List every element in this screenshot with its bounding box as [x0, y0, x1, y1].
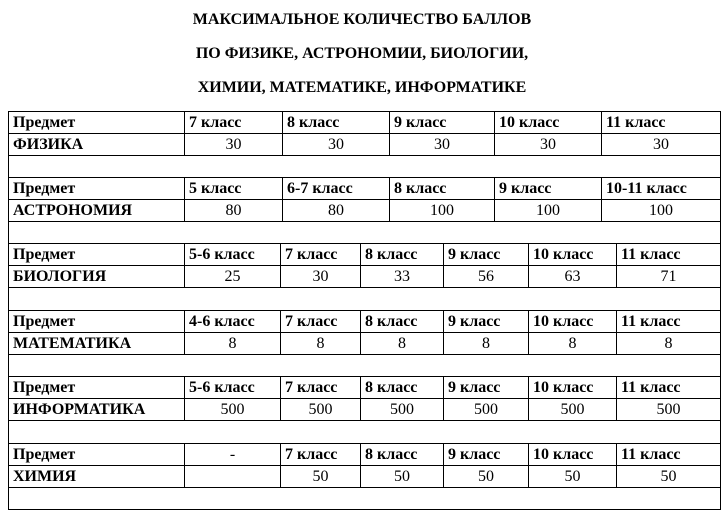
header-label-cell: Предмет [13, 246, 76, 263]
score-value-cell: 25 [224, 268, 241, 285]
score-value-cell: 50 [478, 468, 494, 485]
score-value-cell [185, 466, 280, 488]
score-value-cell: 71 [660, 268, 677, 285]
class-header-cell: 9 класс [394, 114, 447, 131]
score-value-cell: 50 [312, 468, 329, 485]
class-header-cell: 10 класс [533, 246, 594, 263]
score-value-cell: 100 [430, 202, 454, 219]
class-header-cell: - [229, 446, 236, 463]
class-header-cell: 9 класс [499, 180, 552, 197]
score-value-cell: 80 [328, 202, 344, 219]
header-label-cell: Предмет [13, 180, 76, 197]
score-value-cell: 500 [560, 401, 585, 418]
score-value-cell: 8 [568, 335, 577, 352]
score-value-cell: 8 [316, 335, 325, 352]
grid-line-v [720, 177, 721, 222]
class-header-cell: 7 класс [285, 246, 338, 263]
score-value-cell: 30 [653, 136, 669, 153]
page-title-line-3: ХИМИИ, МАТЕМАТИКЕ, ИНФОРМАТИКЕ [197, 79, 527, 96]
grid-line-v [8, 221, 9, 244]
header-label-cell: Предмет [13, 446, 76, 463]
score-value-cell: 63 [564, 268, 581, 285]
score-value-cell: 30 [540, 136, 556, 153]
class-header-cell: 8 класс [365, 446, 418, 463]
score-value-cell: 50 [394, 468, 410, 485]
score-value-cell: 33 [394, 268, 410, 285]
subject-name-cell: БИОЛОГИЯ [13, 268, 107, 285]
header-label-cell: Предмет [13, 379, 76, 396]
class-header-cell: 11 класс [621, 313, 681, 330]
page-title-line-1: МАКСИМАЛЬНОЕ КОЛИЧЕСТВО БАЛЛОВ [192, 11, 532, 28]
subject-name-cell: АСТРОНОМИЯ [13, 202, 133, 219]
score-value-cell: 100 [536, 202, 560, 219]
grid-line-v [8, 155, 9, 178]
class-header-cell: 9 класс [448, 313, 501, 330]
grid-line-v [720, 354, 721, 377]
class-header-cell: 10 класс [533, 379, 594, 396]
class-header-cell: 7 класс [189, 114, 242, 131]
subject-name-cell: МАТЕМАТИКА [13, 335, 132, 352]
class-header-cell: 9 класс [448, 379, 501, 396]
grid-line-h [8, 509, 720, 510]
class-header-cell: 10 класс [533, 313, 594, 330]
class-header-cell: 9 класс [448, 446, 501, 463]
class-header-cell: 7 класс [285, 379, 338, 396]
grid-line-v [720, 155, 721, 178]
class-header-cell: 10 класс [499, 114, 560, 131]
class-header-cell: 10 класс [533, 446, 594, 463]
score-value-cell: 30 [328, 136, 344, 153]
grid-line-v [720, 221, 721, 244]
score-value-cell: 500 [656, 401, 681, 418]
grid-line-v [720, 111, 721, 156]
score-value-cell: 50 [660, 468, 677, 485]
class-header-cell: 9 класс [448, 246, 501, 263]
grid-line-v [720, 310, 721, 355]
class-header-cell: 4-6 класс [189, 313, 255, 330]
header-label-cell: Предмет [13, 313, 76, 330]
page-title-line-2: ПО ФИЗИКЕ, АСТРОНОМИИ, БИОЛОГИИ, [195, 45, 529, 62]
score-value-cell: 50 [564, 468, 581, 485]
grid-line-v [8, 420, 9, 444]
grid-line-v [8, 487, 9, 510]
class-header-cell: 8 класс [365, 379, 418, 396]
score-value-cell: 8 [664, 335, 673, 352]
score-value-cell: 8 [482, 335, 490, 352]
class-header-cell: 7 класс [285, 313, 338, 330]
score-value-cell: 500 [474, 401, 498, 418]
class-header-cell: 6-7 класс [287, 180, 353, 197]
score-value-cell: 30 [225, 136, 242, 153]
class-header-cell: 8 класс [287, 114, 340, 131]
score-value-cell: 8 [398, 335, 406, 352]
grid-line-v [720, 443, 721, 488]
score-value-cell: 100 [649, 202, 673, 219]
class-header-cell: 11 класс [621, 246, 681, 263]
score-value-cell: 56 [478, 268, 494, 285]
subject-name-cell: ИНФОРМАТИКА [13, 401, 146, 418]
score-value-cell: 30 [434, 136, 450, 153]
grid-line-v [720, 287, 721, 311]
grid-line-v [720, 376, 721, 421]
class-header-cell: 8 класс [365, 313, 418, 330]
score-value-cell: 8 [228, 335, 237, 352]
grid-line-v [720, 243, 721, 288]
class-header-cell: 11 класс [621, 446, 681, 463]
class-header-cell: 8 класс [365, 246, 418, 263]
class-header-cell: 7 класс [285, 446, 338, 463]
class-header-cell: 11 класс [621, 379, 681, 396]
class-header-cell: 10-11 класс [606, 180, 687, 197]
score-value-cell: 30 [312, 268, 329, 285]
subject-name-cell: ФИЗИКА [13, 136, 84, 153]
grid-line-v [8, 287, 9, 311]
score-value-cell: 80 [225, 202, 242, 219]
grid-line-v [720, 420, 721, 444]
score-value-cell: 500 [308, 401, 333, 418]
class-header-cell: 5 класс [189, 180, 242, 197]
class-header-cell: 8 класс [394, 180, 447, 197]
header-label-cell: Предмет [13, 114, 76, 131]
subject-name-cell: ХИМИЯ [13, 468, 77, 485]
class-header-cell: 5-6 класс [189, 379, 255, 396]
grid-line-v [720, 487, 721, 510]
score-value-cell: 500 [390, 401, 414, 418]
score-value-cell: 500 [220, 401, 245, 418]
grid-line-v [8, 354, 9, 377]
class-header-cell: 5-6 класс [189, 246, 255, 263]
class-header-cell: 11 класс [606, 114, 666, 131]
